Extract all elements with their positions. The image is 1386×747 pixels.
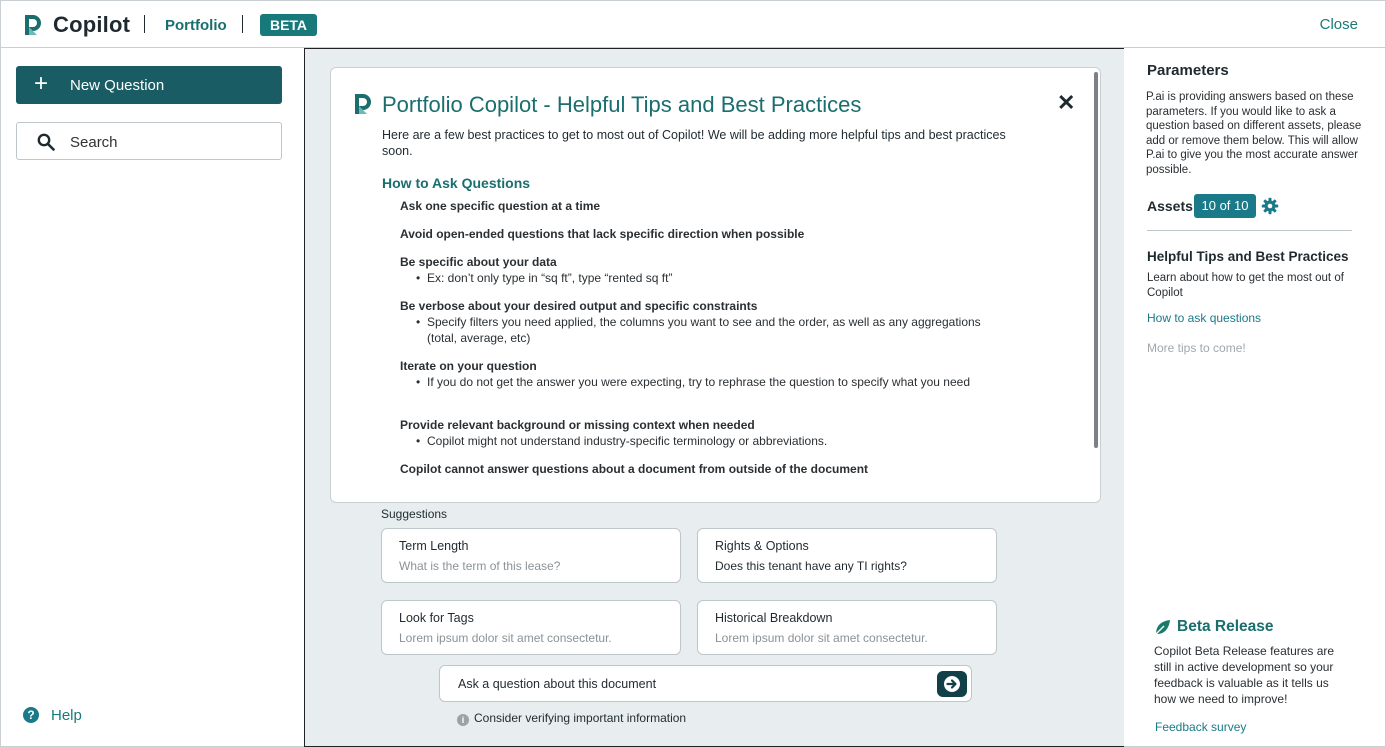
tip-detail: • Ex: don’t only type in “sq ft”, type “rented sq ft” [427, 270, 997, 286]
search-label: Search [70, 134, 118, 151]
suggestion-title: Rights & Options [715, 539, 809, 553]
assets-count-badge[interactable]: 10 of 10 [1194, 194, 1256, 218]
copilot-logo-icon [353, 92, 373, 114]
breadcrumb-portfolio[interactable]: Portfolio [165, 17, 227, 34]
tip-heading: Provide relevant background or missing context when needed [400, 418, 755, 432]
suggestion-card[interactable] [381, 528, 681, 583]
tip-heading: Be specific about your data [400, 255, 557, 269]
tips-description: Learn about how to get the most out of Copilot [1147, 272, 1344, 299]
tip-detail: • If you do not get the answer you were expecting, try to rephrase the question to specify what you need [427, 374, 997, 390]
divider [1147, 230, 1352, 231]
new-question-label: New Question [70, 77, 165, 94]
beta-release-description: Copilot Beta Release features are still in active development so your feedback is valuable as it tells us how we need to improve! [1154, 644, 1335, 706]
tip-detail: • Specify filters you need applied, the columns you want to see and the order, as well as any aggregations (total, average, etc) [427, 314, 997, 346]
beta-release-title: Beta Release [1177, 618, 1274, 635]
feedback-survey-link[interactable]: Feedback survey [1155, 720, 1247, 734]
parameters-title: Parameters [1147, 62, 1229, 79]
tips-modal-title: Portfolio Copilot - Helpful Tips and Best Practices [382, 92, 862, 117]
suggestion-desc: Lorem ipsum dolor sit amet consectetur. [399, 631, 612, 645]
leaf-icon [1154, 619, 1171, 636]
header-divider [144, 15, 145, 33]
suggestion-card[interactable] [381, 600, 681, 655]
tips-modal [330, 67, 1101, 503]
tip-heading: Copilot cannot answer questions about a document from outside of the document [400, 462, 869, 476]
suggestion-desc: Does this tenant have any TI rights? [715, 559, 907, 573]
suggestions-label: Suggestions [381, 507, 448, 521]
how-to-ask-link[interactable]: How to ask questions [1147, 311, 1262, 325]
info-icon: i [457, 714, 469, 726]
gear-icon[interactable] [1261, 197, 1279, 215]
verify-text: Consider verifying important information [474, 711, 687, 725]
tips-heading: Helpful Tips and Best Practices [1147, 249, 1349, 264]
assets-label: Assets [1147, 198, 1193, 214]
tips-section-title: How to Ask Questions [382, 175, 531, 191]
main-content [304, 48, 1124, 747]
ask-question-input[interactable] [439, 665, 972, 702]
plus-icon: + [34, 70, 49, 97]
suggestion-desc: Lorem ipsum dolor sit amet consectetur. [715, 631, 928, 645]
suggestion-title: Look for Tags [399, 611, 474, 625]
tip-heading: Be verbose about your desired output and specific constraints [400, 299, 758, 313]
left-sidebar [0, 48, 304, 747]
tips-intro: Here are a few best practices to get to most out of Copilot! We will be adding more helpful tips and best practices soon. [382, 128, 1006, 158]
verify-note [457, 711, 686, 726]
search-button[interactable] [16, 122, 282, 160]
close-modal-icon[interactable]: ✕ [1057, 90, 1076, 115]
help-label: Help [51, 707, 82, 724]
top-header [0, 0, 1386, 48]
copilot-logo-icon [23, 13, 43, 35]
tip-heading: Avoid open-ended questions that lack specific direction when possible [400, 227, 805, 241]
search-icon [37, 133, 55, 151]
suggestion-title: Term Length [399, 539, 469, 553]
more-tips-note: More tips to come! [1147, 341, 1246, 355]
send-button[interactable] [937, 671, 967, 697]
suggestion-title: Historical Breakdown [715, 611, 833, 625]
tip-detail: • Copilot might not understand industry-specific terminology or abbreviations. [427, 433, 997, 449]
arrow-right-icon [943, 675, 961, 693]
suggestion-desc: What is the term of this lease? [399, 559, 561, 573]
parameters-panel [1124, 48, 1386, 747]
tip-heading: Ask one specific question at a time [400, 199, 601, 213]
modal-scrollbar[interactable] [1094, 72, 1098, 448]
new-question-button[interactable] [16, 66, 282, 104]
app-title: Copilot [53, 12, 131, 37]
close-button[interactable]: Close [1319, 16, 1358, 33]
suggestion-card[interactable] [697, 528, 997, 583]
parameters-description: P.ai is providing answers based on these parameters. If you would like to ask a question based on different assets, please add or remove them below. This will allow P.ai to give you the most accurate answer possible. [1146, 91, 1362, 176]
header-divider [242, 15, 243, 33]
tip-heading: Iterate on your question [400, 359, 537, 373]
suggestion-card[interactable] [697, 600, 997, 655]
beta-badge: BETA [260, 14, 317, 36]
help-icon: ? [23, 707, 39, 723]
ask-question-placeholder: Ask a question about this document [458, 677, 657, 691]
